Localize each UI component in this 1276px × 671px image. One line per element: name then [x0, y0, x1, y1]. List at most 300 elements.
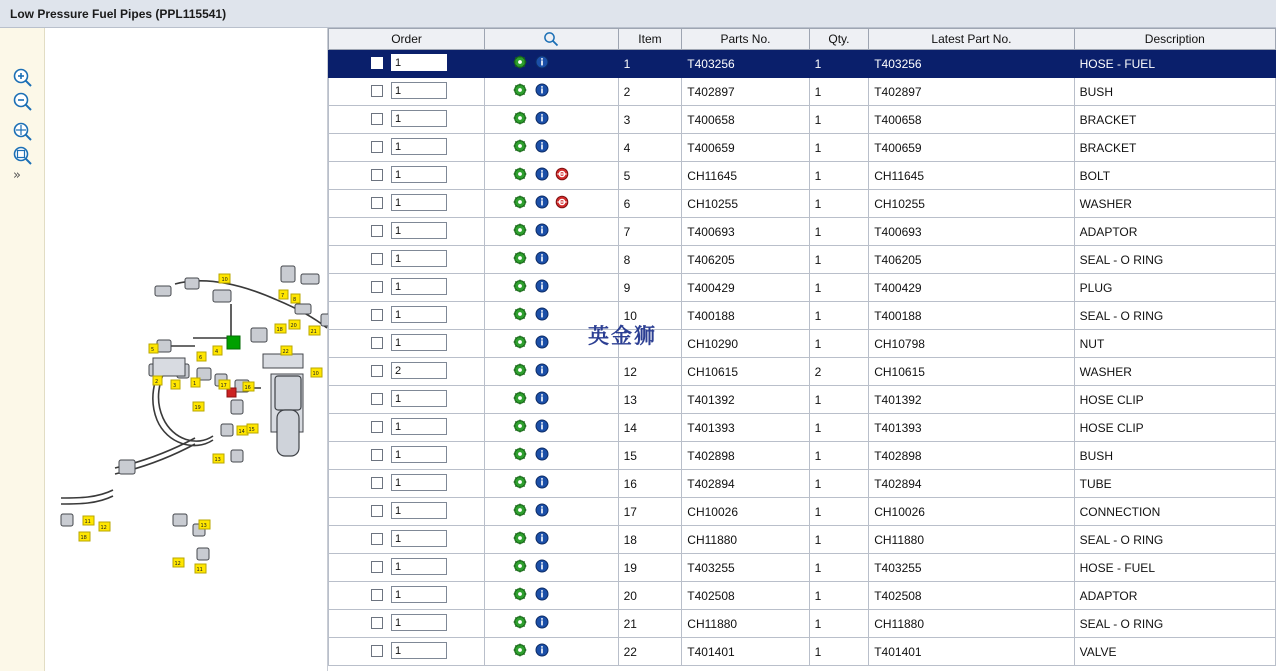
item-number-cell: 7: [618, 218, 682, 246]
qty-cell: 1: [809, 78, 869, 106]
description-cell: HOSE - FUEL: [1074, 50, 1275, 78]
row-actions-cell: [485, 162, 619, 190]
expand-panel-button[interactable]: »: [13, 168, 21, 183]
description-cell: SEAL - O RING: [1074, 610, 1275, 638]
order-cell[interactable]: [329, 470, 485, 498]
order-checkbox[interactable]: [371, 253, 383, 265]
gear-icon[interactable]: [513, 587, 527, 601]
column-header-description[interactable]: Description: [1074, 29, 1275, 50]
info-icon[interactable]: [535, 363, 549, 377]
qty-cell: 1: [809, 50, 869, 78]
order-quantity-input[interactable]: [391, 614, 447, 631]
parts-no-cell[interactable]: T403255: [682, 554, 809, 582]
table-row[interactable]: [329, 190, 1276, 218]
table-row[interactable]: [329, 162, 1276, 190]
latest-part-no-cell[interactable]: T400429: [869, 274, 1074, 302]
svg-text:13: 13: [214, 457, 221, 463]
qty-cell: 1: [809, 246, 869, 274]
order-quantity-input[interactable]: [391, 194, 447, 211]
parts-no-cell[interactable]: T402897: [682, 78, 809, 106]
order-quantity-input[interactable]: [391, 250, 447, 267]
svg-text:19: 19: [194, 405, 201, 411]
table-row[interactable]: [329, 498, 1276, 526]
order-checkbox[interactable]: [371, 589, 383, 601]
latest-part-no-cell[interactable]: T403256: [869, 50, 1074, 78]
parts-no-cell[interactable]: CH10026: [682, 498, 809, 526]
info-icon[interactable]: [535, 615, 549, 629]
item-number-cell: 15: [618, 442, 682, 470]
svg-text:18: 18: [276, 327, 283, 333]
order-cell[interactable]: [329, 274, 485, 302]
column-header-search[interactable]: [485, 29, 619, 50]
diagram-svg: [45, 28, 327, 671]
latest-part-no-cell[interactable]: T401392: [869, 386, 1074, 414]
order-quantity-input[interactable]: [391, 418, 447, 435]
row-actions-cell: [485, 218, 619, 246]
table-row[interactable]: [329, 106, 1276, 134]
order-quantity-input[interactable]: [391, 502, 447, 519]
qty-cell: 1: [809, 414, 869, 442]
qty-cell: 1: [809, 582, 869, 610]
svg-text:7: 7: [281, 293, 285, 299]
order-checkbox[interactable]: [371, 505, 383, 517]
order-quantity-input[interactable]: [391, 474, 447, 491]
order-quantity-input[interactable]: [391, 306, 447, 323]
description-cell: NUT: [1074, 330, 1275, 358]
order-cell[interactable]: [329, 638, 485, 666]
description-cell: PLUG: [1074, 274, 1275, 302]
description-cell: ADAPTOR: [1074, 218, 1275, 246]
gear-icon[interactable]: [513, 391, 527, 405]
svg-text:1: 1: [193, 381, 197, 387]
svg-text:2: 2: [155, 379, 159, 385]
page-title: Low Pressure Fuel Pipes (PPL115541): [10, 7, 227, 21]
row-actions-cell: [485, 274, 619, 302]
gear-icon[interactable]: [513, 643, 527, 657]
order-cell[interactable]: [329, 498, 485, 526]
row-actions-cell: [485, 190, 619, 218]
info-icon[interactable]: [535, 139, 549, 153]
info-icon[interactable]: [535, 475, 549, 489]
gear-icon[interactable]: [513, 615, 527, 629]
diagram-panel: [0, 28, 328, 671]
description-cell: SEAL - O RING: [1074, 526, 1275, 554]
latest-part-no-cell[interactable]: CH11880: [869, 526, 1074, 554]
order-quantity-input[interactable]: [391, 586, 447, 603]
svg-text:3: 3: [173, 383, 177, 389]
table-row[interactable]: [329, 218, 1276, 246]
order-cell[interactable]: [329, 330, 485, 358]
info-icon[interactable]: [535, 643, 549, 657]
description-cell: BRACKET: [1074, 134, 1275, 162]
table-row[interactable]: [329, 302, 1276, 330]
order-quantity-input[interactable]: [391, 110, 447, 127]
parts-no-cell[interactable]: T402508: [682, 582, 809, 610]
order-cell[interactable]: [329, 582, 485, 610]
item-number-cell: 17: [618, 498, 682, 526]
gear-icon[interactable]: [513, 251, 527, 265]
info-icon[interactable]: [535, 251, 549, 265]
order-checkbox[interactable]: [371, 169, 383, 181]
item-number-cell: 19: [618, 554, 682, 582]
order-checkbox[interactable]: [371, 561, 383, 573]
table-row[interactable]: [329, 274, 1276, 302]
restricted-icon[interactable]: [555, 195, 569, 209]
order-quantity-input[interactable]: [391, 642, 447, 659]
parts-no-cell[interactable]: T402894: [682, 470, 809, 498]
diagram-toolbar: [0, 28, 45, 671]
parts-no-cell[interactable]: T400659: [682, 134, 809, 162]
gear-icon[interactable]: [513, 111, 527, 125]
table-header-row: [329, 29, 1276, 50]
gear-icon[interactable]: [513, 307, 527, 321]
order-checkbox[interactable]: [371, 477, 383, 489]
order-quantity-input[interactable]: [391, 166, 447, 183]
gear-icon[interactable]: [513, 223, 527, 237]
parts-no-cell[interactable]: CH11645: [682, 162, 809, 190]
info-icon[interactable]: [535, 83, 549, 97]
item-number-cell: 8: [618, 246, 682, 274]
order-cell[interactable]: [329, 554, 485, 582]
order-cell[interactable]: [329, 218, 485, 246]
latest-part-no-cell[interactable]: T401401: [869, 638, 1074, 666]
latest-part-no-cell[interactable]: T401393: [869, 414, 1074, 442]
parts-no-cell[interactable]: CH11880: [682, 526, 809, 554]
column-header-latest-part-no[interactable]: Latest Part No.: [869, 29, 1074, 50]
row-actions-cell: [485, 330, 619, 358]
qty-cell: 1: [809, 330, 869, 358]
qty-cell: 1: [809, 106, 869, 134]
info-icon[interactable]: [535, 223, 549, 237]
gear-icon[interactable]: [513, 139, 527, 153]
latest-part-no-cell[interactable]: CH10026: [869, 498, 1074, 526]
row-actions-cell: [485, 134, 619, 162]
svg-text:12: 12: [174, 561, 181, 567]
gear-icon[interactable]: [513, 531, 527, 545]
table-row[interactable]: [329, 414, 1276, 442]
latest-part-no-cell[interactable]: T400658: [869, 106, 1074, 134]
svg-text:12: 12: [100, 525, 107, 531]
order-cell[interactable]: [329, 190, 485, 218]
svg-text:16: 16: [244, 385, 251, 391]
item-number-cell: 9: [618, 274, 682, 302]
info-icon[interactable]: [535, 111, 549, 125]
item-number-cell: 6: [618, 190, 682, 218]
watermark-text: 英金狮: [588, 324, 657, 348]
row-actions-cell: [485, 526, 619, 554]
qty-cell: 1: [809, 386, 869, 414]
order-cell[interactable]: [329, 302, 485, 330]
parts-no-cell[interactable]: T401401: [682, 638, 809, 666]
order-cell[interactable]: [329, 610, 485, 638]
qty-cell: 1: [809, 274, 869, 302]
order-checkbox[interactable]: [371, 393, 383, 405]
svg-text:6: 6: [199, 355, 203, 361]
order-checkbox[interactable]: [371, 421, 383, 433]
gear-icon[interactable]: [513, 363, 527, 377]
order-checkbox[interactable]: [371, 197, 383, 209]
zoom-in-icon[interactable]: [12, 67, 34, 89]
info-icon[interactable]: [535, 391, 549, 405]
gear-icon[interactable]: [513, 335, 527, 349]
info-icon[interactable]: [535, 531, 549, 545]
table-row[interactable]: [329, 582, 1276, 610]
order-quantity-input[interactable]: [391, 530, 447, 547]
order-checkbox[interactable]: [371, 533, 383, 545]
item-number-cell: 3: [618, 106, 682, 134]
gear-icon[interactable]: [513, 279, 527, 293]
table-row[interactable]: [329, 134, 1276, 162]
parts-no-cell[interactable]: CH10255: [682, 190, 809, 218]
row-actions-cell: [485, 638, 619, 666]
zoom-fit-icon[interactable]: [12, 121, 34, 143]
latest-part-no-cell[interactable]: T402898: [869, 442, 1074, 470]
latest-part-no-cell[interactable]: T402897: [869, 78, 1074, 106]
parts-no-cell[interactable]: T401393: [682, 414, 809, 442]
item-number-cell: 13: [618, 386, 682, 414]
latest-part-no-cell[interactable]: CH10255: [869, 190, 1074, 218]
row-actions-cell: [485, 610, 619, 638]
parts-table: [328, 28, 1276, 666]
item-number-cell: 4: [618, 134, 682, 162]
parts-no-cell[interactable]: T400429: [682, 274, 809, 302]
gear-icon[interactable]: [513, 447, 527, 461]
description-cell: BUSH: [1074, 442, 1275, 470]
description-cell: BUSH: [1074, 78, 1275, 106]
table-row[interactable]: [329, 50, 1276, 78]
info-icon[interactable]: [535, 503, 549, 517]
order-checkbox[interactable]: [371, 337, 383, 349]
svg-text:5: 5: [151, 347, 155, 353]
column-header-item[interactable]: Item: [618, 29, 682, 50]
order-cell[interactable]: [329, 414, 485, 442]
item-number-cell: 21: [618, 610, 682, 638]
parts-table-body: [329, 50, 1276, 666]
column-header-order[interactable]: Order: [329, 29, 485, 50]
search-icon: [543, 31, 559, 47]
item-number-cell: 16: [618, 470, 682, 498]
latest-part-no-cell[interactable]: T402894: [869, 470, 1074, 498]
item-number-cell: 18: [618, 526, 682, 554]
svg-text:11: 11: [196, 567, 203, 573]
parts-no-cell[interactable]: CH11880: [682, 610, 809, 638]
row-actions-cell: [485, 582, 619, 610]
row-actions-cell: [485, 358, 619, 386]
info-icon[interactable]: [535, 447, 549, 461]
info-icon[interactable]: [535, 419, 549, 433]
column-header-parts-no[interactable]: Parts No.: [682, 29, 809, 50]
order-cell[interactable]: [329, 162, 485, 190]
latest-part-no-cell[interactable]: T400693: [869, 218, 1074, 246]
table-row[interactable]: [329, 330, 1276, 358]
row-actions-cell: [485, 470, 619, 498]
parts-no-cell[interactable]: T406205: [682, 246, 809, 274]
svg-text:21: 21: [310, 329, 317, 335]
order-checkbox[interactable]: [371, 617, 383, 629]
item-number-cell: 1: [618, 50, 682, 78]
latest-part-no-cell[interactable]: T403255: [869, 554, 1074, 582]
order-checkbox[interactable]: [371, 449, 383, 461]
svg-text:14: 14: [238, 429, 245, 435]
parts-no-cell[interactable]: T400658: [682, 106, 809, 134]
svg-text:10: 10: [312, 371, 319, 377]
column-header-qty[interactable]: Qty.: [809, 29, 869, 50]
table-row[interactable]: [329, 246, 1276, 274]
item-number-cell: 14: [618, 414, 682, 442]
description-cell: CONNECTION: [1074, 498, 1275, 526]
svg-text:17: 17: [220, 383, 227, 389]
order-quantity-input[interactable]: [391, 558, 447, 575]
info-icon[interactable]: [535, 559, 549, 573]
table-row[interactable]: [329, 526, 1276, 554]
latest-part-no-cell[interactable]: CH10615: [869, 358, 1074, 386]
restricted-icon[interactable]: [555, 167, 569, 181]
exploded-view-diagram[interactable]: [45, 28, 327, 671]
order-checkbox[interactable]: [371, 85, 383, 97]
info-icon[interactable]: [535, 279, 549, 293]
gear-icon[interactable]: [513, 83, 527, 97]
item-number-cell: 5: [618, 162, 682, 190]
latest-part-no-cell[interactable]: CH10798: [869, 330, 1074, 358]
qty-cell: 1: [809, 554, 869, 582]
info-icon[interactable]: [535, 195, 549, 209]
info-icon[interactable]: [535, 587, 549, 601]
order-cell[interactable]: [329, 386, 485, 414]
qty-cell: 1: [809, 190, 869, 218]
order-quantity-input[interactable]: [391, 334, 447, 351]
gear-icon[interactable]: [513, 55, 527, 69]
parts-no-cell[interactable]: T400693: [682, 218, 809, 246]
row-actions-cell: [485, 78, 619, 106]
gear-icon[interactable]: [513, 195, 527, 209]
order-quantity-input[interactable]: [391, 138, 447, 155]
svg-text:18: 18: [80, 535, 87, 541]
order-quantity-input[interactable]: [391, 362, 447, 379]
item-number-cell: 2: [618, 78, 682, 106]
table-row[interactable]: [329, 386, 1276, 414]
row-actions-cell: [485, 246, 619, 274]
gear-icon[interactable]: [513, 167, 527, 181]
parts-no-cell[interactable]: T401392: [682, 386, 809, 414]
svg-text:15: 15: [248, 427, 255, 433]
parts-table-container[interactable]: [328, 28, 1276, 671]
description-cell: WASHER: [1074, 190, 1275, 218]
latest-part-no-cell[interactable]: T400188: [869, 302, 1074, 330]
parts-no-cell[interactable]: CH10290: [682, 330, 809, 358]
order-checkbox[interactable]: [371, 309, 383, 321]
description-cell: ADAPTOR: [1074, 582, 1275, 610]
svg-text:20: 20: [290, 323, 297, 329]
gear-icon[interactable]: [513, 475, 527, 489]
qty-cell: 1: [809, 442, 869, 470]
info-icon[interactable]: [535, 335, 549, 349]
order-cell[interactable]: [329, 246, 485, 274]
parts-no-cell[interactable]: T402898: [682, 442, 809, 470]
order-quantity-input[interactable]: [391, 54, 447, 71]
table-row[interactable]: [329, 78, 1276, 106]
row-actions-cell: [485, 414, 619, 442]
gear-icon[interactable]: [513, 419, 527, 433]
table-row[interactable]: [329, 638, 1276, 666]
gear-icon[interactable]: [513, 503, 527, 517]
description-cell: SEAL - O RING: [1074, 302, 1275, 330]
info-icon[interactable]: [535, 55, 549, 69]
latest-part-no-cell[interactable]: T406205: [869, 246, 1074, 274]
order-cell[interactable]: [329, 106, 485, 134]
parts-no-cell[interactable]: T403256: [682, 50, 809, 78]
order-cell[interactable]: [329, 50, 485, 78]
svg-text:13: 13: [200, 523, 207, 529]
order-cell[interactable]: [329, 526, 485, 554]
description-cell: TUBE: [1074, 470, 1275, 498]
info-icon[interactable]: [535, 307, 549, 321]
order-checkbox[interactable]: [371, 141, 383, 153]
order-checkbox[interactable]: [371, 645, 383, 657]
description-cell: VALVE: [1074, 638, 1275, 666]
order-cell[interactable]: [329, 134, 485, 162]
order-checkbox[interactable]: [371, 57, 383, 69]
order-quantity-input[interactable]: [391, 82, 447, 99]
svg-text:10: 10: [221, 277, 228, 283]
row-actions-cell: [485, 106, 619, 134]
description-cell: BRACKET: [1074, 106, 1275, 134]
order-checkbox[interactable]: [371, 365, 383, 377]
order-cell[interactable]: [329, 78, 485, 106]
qty-cell: 1: [809, 134, 869, 162]
description-cell: BOLT: [1074, 162, 1275, 190]
highlight-green: [227, 336, 240, 349]
latest-part-no-cell[interactable]: CH11880: [869, 610, 1074, 638]
table-row[interactable]: [329, 610, 1276, 638]
latest-part-no-cell[interactable]: T402508: [869, 582, 1074, 610]
row-actions-cell: [485, 554, 619, 582]
svg-text:8: 8: [293, 297, 297, 303]
qty-cell: 2: [809, 358, 869, 386]
zoom-region-icon[interactable]: [12, 145, 34, 167]
info-icon[interactable]: [535, 167, 549, 181]
qty-cell: 1: [809, 610, 869, 638]
row-actions-cell: [485, 442, 619, 470]
order-quantity-input[interactable]: [391, 222, 447, 239]
order-cell[interactable]: [329, 442, 485, 470]
row-actions-cell: [485, 498, 619, 526]
order-checkbox[interactable]: [371, 113, 383, 125]
description-cell: HOSE - FUEL: [1074, 554, 1275, 582]
order-quantity-input[interactable]: [391, 446, 447, 463]
order-cell[interactable]: [329, 358, 485, 386]
table-row[interactable]: [329, 358, 1276, 386]
table-row[interactable]: [329, 554, 1276, 582]
latest-part-no-cell[interactable]: CH11645: [869, 162, 1074, 190]
item-number-cell: 12: [618, 358, 682, 386]
qty-cell: 1: [809, 638, 869, 666]
parts-no-cell[interactable]: CH10615: [682, 358, 809, 386]
table-row[interactable]: [329, 470, 1276, 498]
svg-text:4: 4: [215, 349, 219, 355]
order-checkbox[interactable]: [371, 281, 383, 293]
zoom-out-icon[interactable]: [12, 91, 34, 113]
qty-cell: 1: [809, 302, 869, 330]
order-checkbox[interactable]: [371, 225, 383, 237]
description-cell: WASHER: [1074, 358, 1275, 386]
table-row[interactable]: [329, 442, 1276, 470]
row-actions-cell: [485, 50, 619, 78]
order-quantity-input[interactable]: [391, 390, 447, 407]
order-quantity-input[interactable]: [391, 278, 447, 295]
latest-part-no-cell[interactable]: T400659: [869, 134, 1074, 162]
gear-icon[interactable]: [513, 559, 527, 573]
parts-no-cell[interactable]: T400188: [682, 302, 809, 330]
